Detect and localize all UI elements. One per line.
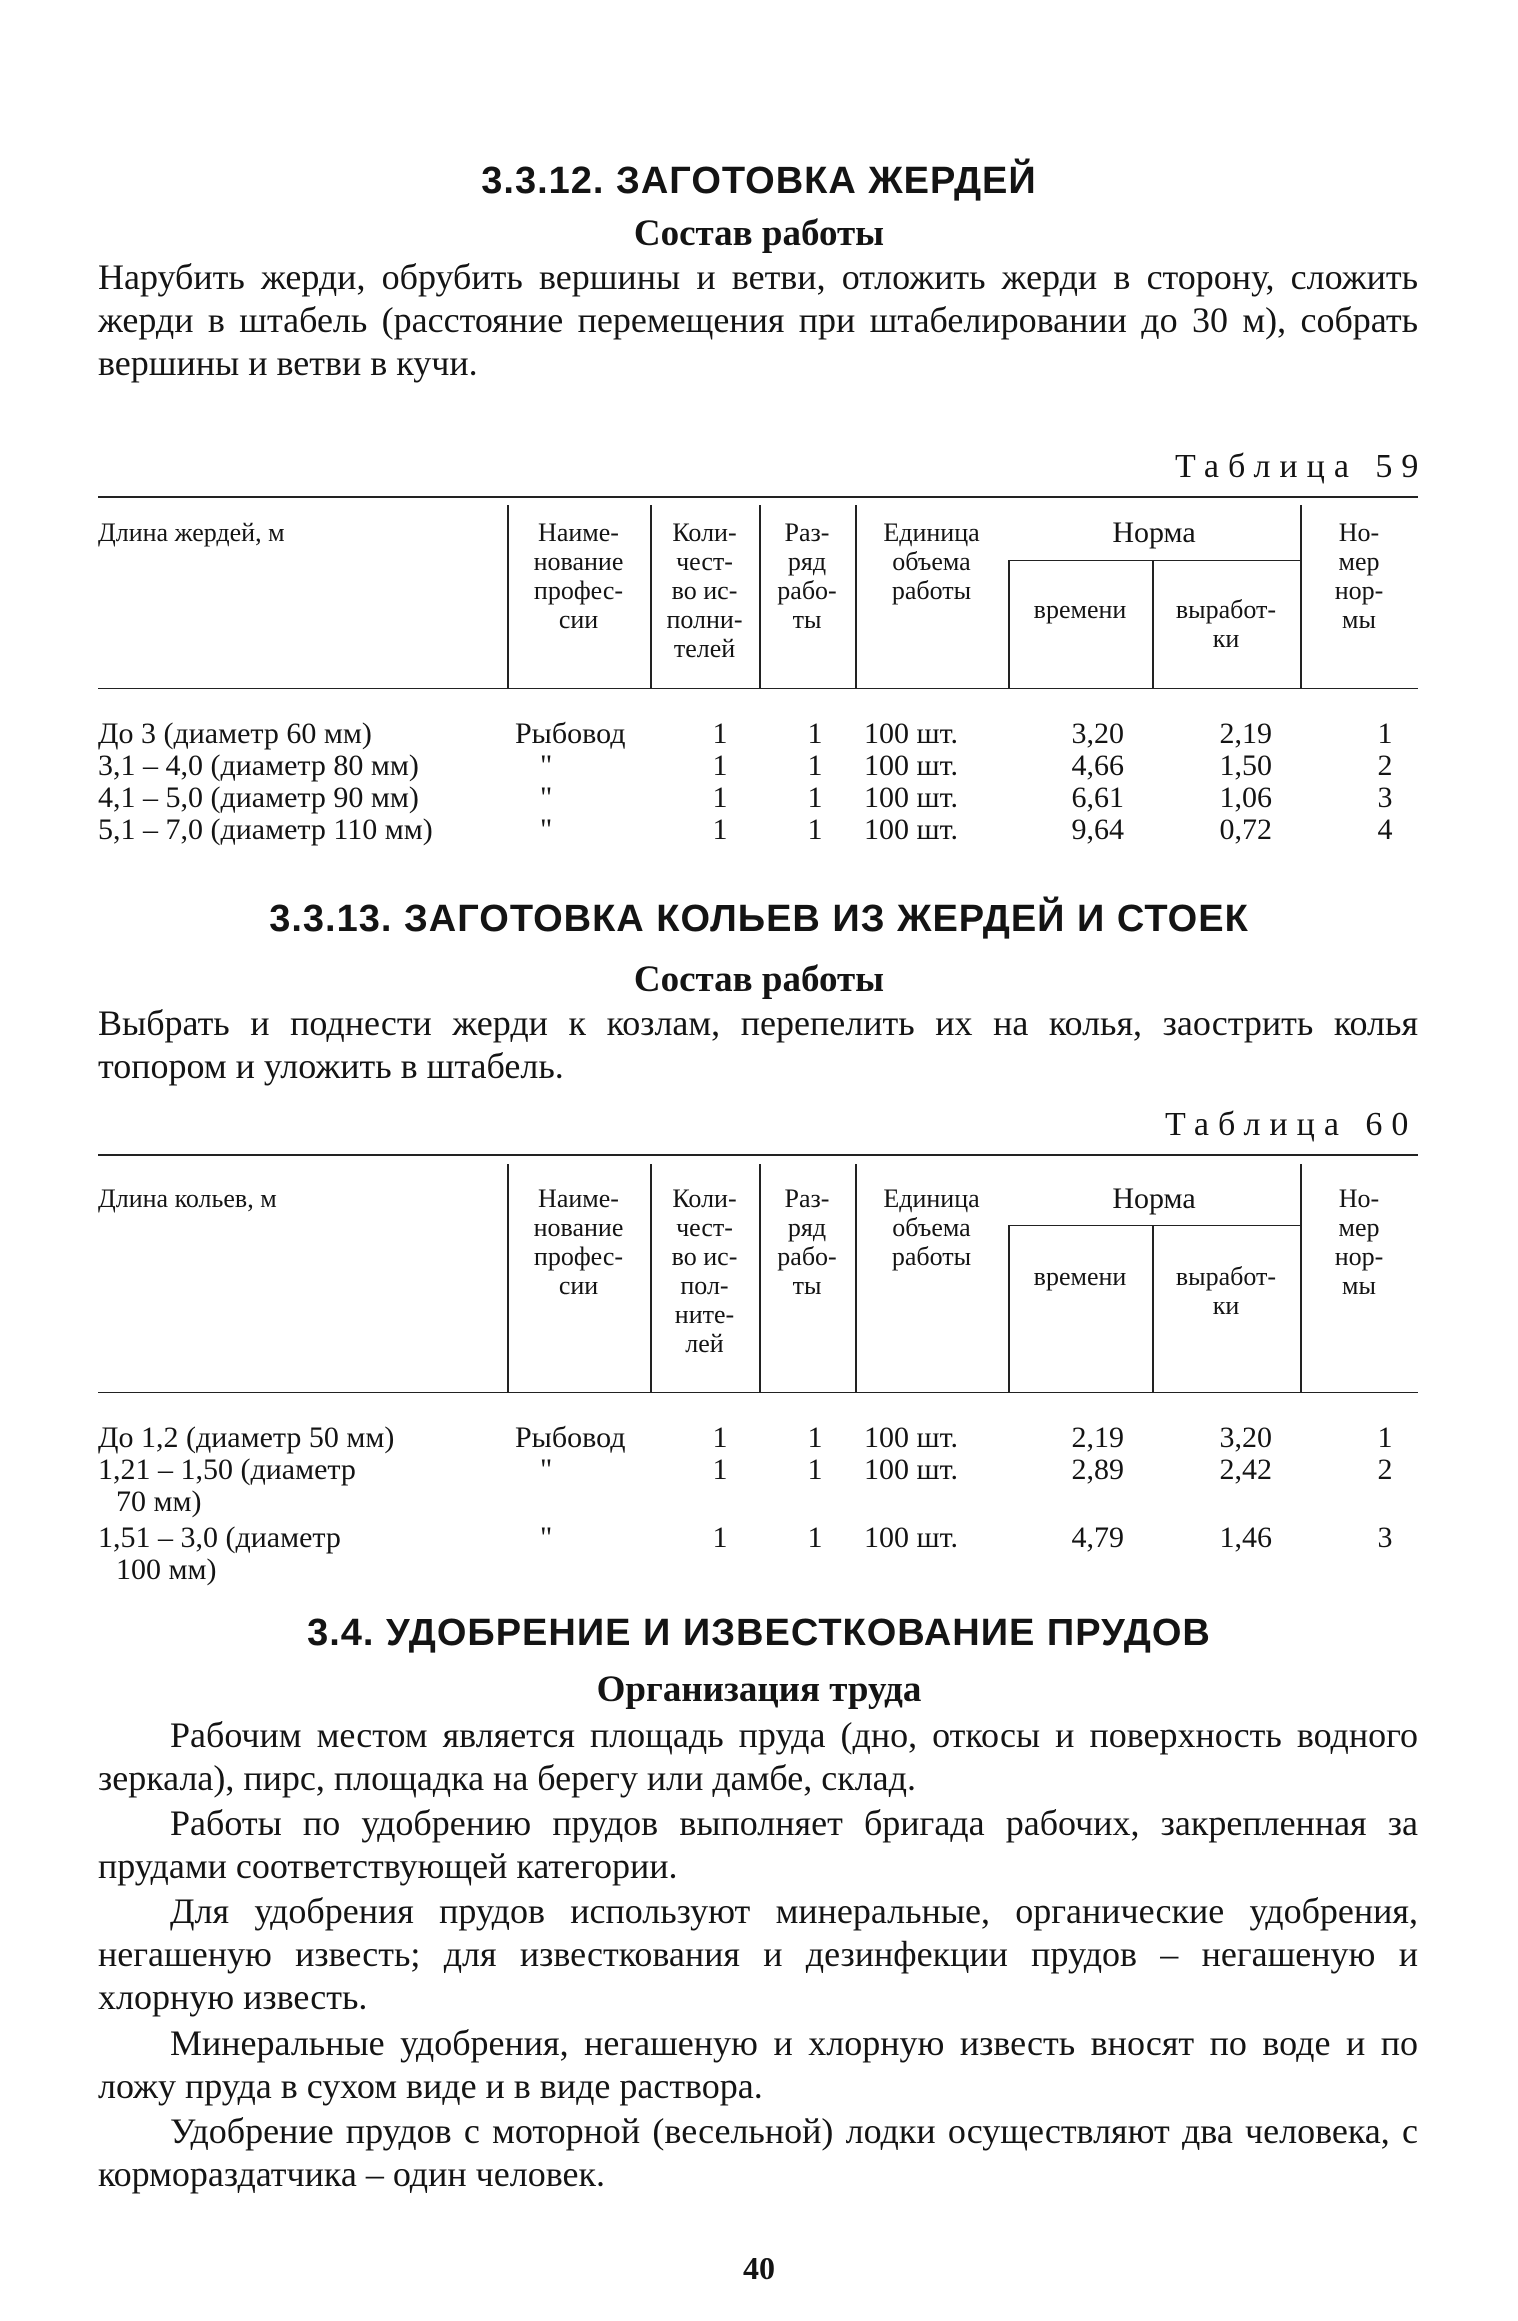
table-60-header-count: Коли- чест- во ис- пол- ните- лей	[671, 1184, 738, 1358]
section-3-4-paragraph: Рабочим местом является площадь пруда (дно, откосы и поверхность водного зеркала), пирс, площадка на берегу или дамбе, склад.	[98, 1715, 1418, 1798]
section-3-3-13-title: 3.3.13. ЗАГОТОВКА КОЛЬЕВ ИЗ ЖЕРДЕЙ И СТОЕК	[269, 898, 1249, 940]
table-60-header-unit: Единица объема работы	[883, 1184, 980, 1271]
section-3-4-paragraph: Для удобрения прудов используют минеральные, органические удобрения, негашеную известь; для известкования и дезинфекции прудов – негашеную и хлорную известь.	[98, 1891, 1418, 2017]
table-59-header-count: Коли- чест- во ис- полни- телей	[666, 518, 743, 663]
section-3-3-12-title: 3.3.12. ЗАГОТОВКА ЖЕРДЕЙ	[481, 160, 1037, 202]
table-60-caption: Таблица 60	[1165, 1106, 1418, 1143]
table-60-header-norm: Норма	[1112, 1182, 1196, 1215]
table-60-header-output: выработ- ки	[1175, 1262, 1277, 1320]
section-3-4-paragraph: Удобрение прудов с моторной (весельной) лодки осуществляют два человека, с кормораздатчика – один человек.	[98, 2111, 1418, 2194]
table-59-header-grade: Раз- ряд рабо- ты	[777, 518, 837, 634]
table-59-header-time: времени	[1033, 595, 1127, 624]
table-59-header-length: Длина жердей, м	[98, 518, 285, 547]
section-3-3-12-subtitle: Состав работы	[633, 213, 885, 254]
table-59-header-number: Но- мер нор- мы	[1334, 518, 1384, 634]
table-60-header-grade: Раз- ряд рабо- ты	[777, 1184, 837, 1300]
section-3-4-paragraph: Минеральные удобрения, негашеную и хлорную известь вносят по воде и по ложу пруда в сухом виде и в виде раствора.	[98, 2023, 1418, 2106]
section-3-3-13-subtitle: Состав работы	[633, 959, 885, 1000]
table-60-header-number: Но- мер нор- мы	[1334, 1184, 1384, 1300]
section-3-4-title: 3.4. УДОБРЕНИЕ И ИЗВЕСТКОВАНИЕ ПРУДОВ	[307, 1612, 1211, 1654]
section-3-3-12-text: Нарубить жерди, обрубить вершины и ветви, отложить жерди в сторону, сложить жерди в штабель (расстояние перемещения при штабелировании до 30 м), собрать вершины и ветви в кучи.	[98, 257, 1418, 383]
section-3-4-subtitle: Организация труда	[596, 1669, 922, 1710]
page-number: 40	[743, 2250, 775, 2286]
table-59-header-output: выработ- ки	[1175, 595, 1277, 653]
table-59-header-profession: Наиме- нование профес- сии	[533, 518, 624, 634]
document-page: 3.3.12. ЗАГОТОВКА ЖЕРДЕЙ Состав работы Нарубить жерди, обрубить вершины и ветви, отложить жерди в сторону, сложить жерди в штабель (расстояние перемещения при штабелировании до 30 м), собрать вершины и ветви в кучи. Таблица 59 Длина жердей, м Наиме- нование профес- сии Коли- чест- во ис- полни- телей Раз- ряд рабо- ты Единица объема работы Норма времени выработ- ки Но- мер нор- мы До 3 (диаметр 60 мм) Рыбовод 1 1 100 шт. 3,20 2,19 1 3,1 – 4,0 (диаметр 80 мм) " 1 1 100 шт. 4,66 1,50 2 4,1 – 5,0 (диаметр 90 мм) " 1 1 100 шт. 6,61 1,06 3 5,1 – 7,0 (диаметр 110 мм) " 1 1 100 шт. 9,64 0,72 4 3.3.13. ЗАГОТОВКА КОЛЬЕВ ИЗ ЖЕРДЕЙ И СТОЕК Состав работы Выбрать и поднести жерди к козлам, перепелить их на колья, заострить колья топором и уложить в штабель. Таблица 60 Длина кольев, м Наиме- нование профес- сии Коли- чест- во ис- пол- ните- лей Раз- ряд рабо- ты Единица объема работы Норма времени выработ- ки Но- мер нор- мы До 1,2 (диаметр 50 мм) Рыбовод 1 1 100 шт. 2,19 3,20 1 1,21 – 1,50 (диаметр 70 мм) " 1 1 100 шт. 2,89 2,42 2 1,51 – 3,0 (диаметр 100 мм) " 1 1 100 шт. 4,79 1,46 3 3.4. УДОБРЕНИЕ И ИЗВЕСТКОВАНИЕ ПРУДОВ Организация труда Рабочим местом является площадь пруда (дно, откосы и поверхность водного зеркала), пирс, площадка на берегу или дамбе, склад. Работы по удобрению прудов выполняет бригада рабочих, закрепленная за прудами соответствующей категории. Для удобрения прудов используют минеральные, органические удобрения, негашеную известь; для известкования и дезинфекции прудов – негашеную и хлорную известь. Минеральные удобрения, негашеную и хлорную известь вносят по воде и по ложу пруда в сухом виде и в виде раствора. Удобрение прудов с моторной (весельной) лодки осуществляют два человека, с кормораздатчика – один человек. 40	[0, 0, 1518, 2321]
table-60-header-time: времени	[1033, 1262, 1127, 1291]
table-60-header-profession: Наиме- нование профес- сии	[533, 1184, 624, 1300]
table-59-header-unit: Единица объема работы	[883, 518, 980, 605]
section-3-3-13-text: Выбрать и поднести жерди к козлам, перепелить их на колья, заострить колья топором и уложить в штабель.	[98, 1003, 1418, 1086]
table-59-caption: Таблица 59	[1175, 448, 1428, 485]
section-3-4-paragraph: Работы по удобрению прудов выполняет бригада рабочих, закрепленная за прудами соответствующей категории.	[98, 1803, 1418, 1886]
table-60-header-length: Длина кольев, м	[98, 1184, 277, 1213]
table-59-header-norm: Норма	[1112, 516, 1196, 549]
